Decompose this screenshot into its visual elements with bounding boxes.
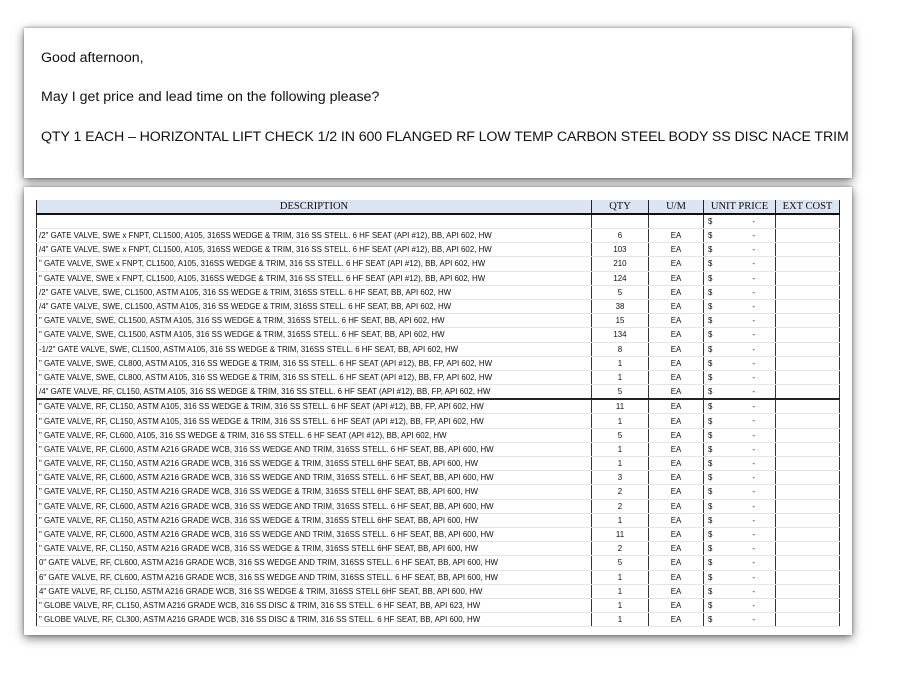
currency-symbol: $ xyxy=(708,316,713,326)
quote-spreadsheet xyxy=(24,187,852,635)
um-cell[interactable]: EA xyxy=(649,257,704,271)
price-dash: - xyxy=(752,558,755,568)
um-cell[interactable]: EA xyxy=(649,385,704,400)
unit-price-cell[interactable] xyxy=(704,271,776,285)
ext-cost-cell[interactable] xyxy=(776,584,840,598)
qty-cell[interactable]: 5 xyxy=(592,285,649,299)
price-dash: - xyxy=(752,273,755,283)
qty-cell[interactable]: 1 xyxy=(592,356,649,370)
price-dash: - xyxy=(752,572,755,582)
ext-cost-cell[interactable] xyxy=(776,542,840,556)
ext-cost-cell[interactable] xyxy=(776,613,840,627)
description-cell[interactable]: " GATE VALVE, SWE, CL1500, ASTM A105, 316 SS WEDGE & TRIM, 316SS STELL. 6 HF SEAT, BB, API 602, HW xyxy=(37,328,592,342)
description-cell[interactable]: /4" GATE VALVE, SWE x FNPT, CL1500, A105, 316SS WEDGE & TRIM, 316 SS STELL. 6 HF SEAT (API #12), BB, API 602, HW xyxy=(37,243,592,257)
qty-cell[interactable]: 5 xyxy=(592,385,649,400)
unit-price-cell[interactable] xyxy=(704,556,776,570)
description-cell[interactable]: " GATE VALVE, RF, CL150, ASTM A216 GRADE WCB, 316 SS WEDGE & TRIM, 316SS STELL 6HF SEAT, BB, API 600, HW xyxy=(37,485,592,499)
unit-price-cell[interactable] xyxy=(704,428,776,442)
um-cell[interactable]: EA xyxy=(649,399,704,414)
qty-cell[interactable]: 8 xyxy=(592,342,649,356)
qty-cell[interactable]: 1 xyxy=(592,414,649,428)
um-cell[interactable]: EA xyxy=(649,485,704,499)
ext-cost-cell[interactable] xyxy=(776,328,840,342)
qty-cell[interactable]: 1 xyxy=(592,613,649,627)
price-dash: - xyxy=(752,416,755,426)
um-cell[interactable]: EA xyxy=(649,442,704,456)
unit-price-cell[interactable] xyxy=(704,485,776,499)
unit-price-cell[interactable] xyxy=(704,257,776,271)
ext-cost-cell[interactable] xyxy=(776,399,840,414)
currency-symbol: $ xyxy=(708,515,713,525)
currency-symbol: $ xyxy=(708,330,713,340)
um-cell[interactable]: EA xyxy=(649,598,704,612)
table-row xyxy=(37,457,840,471)
um-cell[interactable]: EA xyxy=(649,457,704,471)
table-row xyxy=(37,229,840,243)
description-cell[interactable]: " GATE VALVE, RF, CL150, ASTM A216 GRADE WCB, 316 SS WEDGE & TRIM, 316SS STELL 6HF SEAT, BB, API 600, HW xyxy=(37,542,592,556)
currency-symbol: $ xyxy=(708,487,713,497)
qty-cell[interactable]: 11 xyxy=(592,527,649,541)
um-cell[interactable]: EA xyxy=(649,471,704,485)
um-cell[interactable]: EA xyxy=(649,414,704,428)
unit-price-cell[interactable] xyxy=(704,342,776,356)
ext-cost-cell[interactable] xyxy=(776,385,840,400)
table-row xyxy=(37,499,840,513)
price-dash: - xyxy=(752,444,755,454)
price-dash: - xyxy=(752,358,755,368)
currency-symbol: $ xyxy=(708,302,713,312)
price-dash: - xyxy=(752,473,755,483)
description-cell[interactable]: " GATE VALVE, SWE x FNPT, CL1500, A105, 316SS WEDGE & TRIM, 316 SS STELL. 6 HF SEAT (API #12), BB, API 602, HW xyxy=(37,271,592,285)
description-cell[interactable]: /2" GATE VALVE, SWE x FNPT, CL1500, A105, 316SS WEDGE & TRIM, 316 SS STELL. 6 HF SEAT (API #12), BB, API 602, HW xyxy=(37,229,592,243)
unit-price-cell[interactable] xyxy=(704,499,776,513)
price-dash: - xyxy=(752,402,755,412)
ext-cost-cell[interactable] xyxy=(776,370,840,384)
ext-cost-cell[interactable] xyxy=(776,299,840,313)
qty-cell[interactable]: 38 xyxy=(592,299,649,313)
table-row xyxy=(37,570,840,584)
table-row xyxy=(37,428,840,442)
qty-cell[interactable]: 1 xyxy=(592,370,649,384)
unit-price-cell[interactable] xyxy=(704,570,776,584)
ext-cost-cell[interactable] xyxy=(776,342,840,356)
price-dash: - xyxy=(752,430,755,440)
price-dash: - xyxy=(752,544,755,554)
price-dash: - xyxy=(752,515,755,525)
um-cell[interactable]: EA xyxy=(649,285,704,299)
ext-cost-cell[interactable] xyxy=(776,499,840,513)
ext-cost-header: EXT COST xyxy=(776,200,840,214)
um-cell[interactable]: EA xyxy=(649,556,704,570)
qty-cell[interactable] xyxy=(592,214,649,229)
qty-cell[interactable]: 103 xyxy=(592,243,649,257)
description-cell[interactable]: /4" GATE VALVE, RF, CL150, ASTM A105, 316 SS WEDGE & TRIM, 316 SS STELL. 6 HF SEAT (API #12), BB, FP, API 602, HW xyxy=(37,385,592,400)
qty-cell[interactable]: 3 xyxy=(592,471,649,485)
table-row xyxy=(37,399,840,414)
table-row xyxy=(37,442,840,456)
ext-cost-cell[interactable] xyxy=(776,556,840,570)
qty-cell[interactable]: 124 xyxy=(592,271,649,285)
qty-cell[interactable]: 6 xyxy=(592,229,649,243)
currency-symbol: $ xyxy=(708,586,713,596)
ext-cost-cell[interactable] xyxy=(776,271,840,285)
currency-symbol: $ xyxy=(708,344,713,354)
description-cell[interactable]: " GLOBE VALVE, RF, CL150, ASTM A216 GRADE WCB, 316 SS DISC & TRIM, 316 SS STELL. 6 HF SEAT, BB, API 623, HW xyxy=(37,598,592,612)
price-dash: - xyxy=(752,245,755,255)
description-cell[interactable]: " GATE VALVE, RF, CL600, ASTM A216 GRADE WCB, 316 SS WEDGE AND TRIM, 316SS STELL. 6 HF SEAT, BB, API 600, HW xyxy=(37,527,592,541)
description-cell[interactable]: " GLOBE VALVE, RF, CL300, ASTM A216 GRADE WCB, 316 SS DISC & TRIM, 316 SS STELL. 6 HF SEAT, BB, API 600, HW xyxy=(37,613,592,627)
um-cell[interactable]: EA xyxy=(649,342,704,356)
table-header-row xyxy=(37,200,840,214)
price-dash: - xyxy=(752,301,755,311)
quote-table xyxy=(36,200,840,627)
table-row xyxy=(37,328,840,342)
currency-symbol: $ xyxy=(708,615,713,625)
price-dash: - xyxy=(752,459,755,468)
unit-price-header: UNIT PRICE xyxy=(704,200,776,214)
currency-symbol: $ xyxy=(708,501,713,511)
qty-cell[interactable]: 5 xyxy=(592,556,649,570)
email-item-request: QTY 1 EACH – HORIZONTAL LIFT CHECK 1/2 IN 600 FLANGED RF LOW TEMP CARBON STEEL BODY SS DISC NACE TRIM xyxy=(41,129,849,145)
table-row xyxy=(37,485,840,499)
um-cell[interactable]: EA xyxy=(649,570,704,584)
currency-symbol: $ xyxy=(708,273,713,283)
unit-price-cell[interactable] xyxy=(704,214,776,229)
unit-price-cell[interactable] xyxy=(704,471,776,485)
table-row xyxy=(37,414,840,428)
description-cell[interactable]: " GATE VALVE, SWE x FNPT, CL1500, A105, 316SS WEDGE & TRIM, 316 SS STELL. 6 HF SEAT (API #12), BB, API 602, HW xyxy=(37,257,592,271)
um-cell[interactable]: EA xyxy=(649,328,704,342)
description-cell[interactable] xyxy=(37,214,592,229)
um-cell[interactable]: EA xyxy=(649,356,704,370)
unit-price-cell[interactable] xyxy=(704,527,776,541)
table-row xyxy=(37,527,840,541)
unit-price-cell[interactable] xyxy=(704,399,776,414)
description-header: DESCRIPTION xyxy=(37,200,592,214)
price-dash: - xyxy=(752,615,755,625)
currency-symbol: $ xyxy=(708,372,713,382)
ext-cost-cell[interactable] xyxy=(776,457,840,471)
price-dash: - xyxy=(752,529,755,539)
table-row xyxy=(37,598,840,612)
currency-symbol: $ xyxy=(708,459,713,469)
email-request-line: May I get price and lead time on the following please? xyxy=(41,89,380,105)
ext-cost-cell[interactable] xyxy=(776,428,840,442)
qty-cell[interactable]: 134 xyxy=(592,328,649,342)
table-row xyxy=(37,370,840,384)
currency-symbol: $ xyxy=(708,358,713,368)
table-row xyxy=(37,314,840,328)
price-dash: - xyxy=(752,316,755,326)
price-dash: - xyxy=(752,586,755,596)
ext-cost-cell[interactable] xyxy=(776,570,840,584)
table-row xyxy=(37,471,840,485)
price-dash: - xyxy=(752,600,755,610)
unit-price-cell[interactable] xyxy=(704,457,776,471)
currency-symbol: $ xyxy=(708,444,713,454)
price-dash: - xyxy=(752,487,755,497)
currency-symbol: $ xyxy=(708,544,713,554)
um-cell[interactable]: EA xyxy=(649,299,704,313)
qty-header: QTY xyxy=(592,200,649,214)
ext-cost-cell[interactable] xyxy=(776,414,840,428)
ext-cost-cell[interactable] xyxy=(776,314,840,328)
table-row xyxy=(37,613,840,627)
price-dash: - xyxy=(752,501,755,511)
um-cell[interactable]: EA xyxy=(649,229,704,243)
price-dash: - xyxy=(752,372,755,382)
price-dash: - xyxy=(752,387,755,397)
currency-symbol: $ xyxy=(708,402,713,412)
table-row xyxy=(37,257,840,271)
currency-symbol: $ xyxy=(708,600,713,610)
table-row xyxy=(37,243,840,257)
table-row xyxy=(37,584,840,598)
qty-cell[interactable]: 2 xyxy=(592,542,649,556)
description-cell[interactable]: " GATE VALVE, RF, CL600, A105, 316 SS WEDGE & TRIM, 316 SS STELL. 6 HF SEAT (API #12), BB, API 602, HW xyxy=(37,428,592,442)
ext-cost-cell[interactable] xyxy=(776,243,840,257)
table-row xyxy=(37,271,840,285)
description-cell[interactable]: " GATE VALVE, RF, CL150, ASTM A105, 316 SS WEDGE & TRIM, 316 SS STELL. 6 HF SEAT (API #12), BB, FP, API 602, HW xyxy=(37,399,592,414)
table-row xyxy=(37,299,840,313)
table-row xyxy=(37,556,840,570)
table-row xyxy=(37,356,840,370)
description-cell[interactable]: " GATE VALVE, SWE, CL800, ASTM A105, 316 SS WEDGE & TRIM, 316 SS STELL. 6 HF SEAT (API #12), BB, FP, API 602, HW xyxy=(37,370,592,384)
ext-cost-cell[interactable] xyxy=(776,471,840,485)
unit-price-cell[interactable] xyxy=(704,356,776,370)
qty-cell[interactable]: 210 xyxy=(592,257,649,271)
currency-symbol: $ xyxy=(708,416,713,426)
currency-symbol: $ xyxy=(708,530,713,540)
currency-symbol: $ xyxy=(708,259,713,269)
um-cell[interactable]: EA xyxy=(649,499,704,513)
unit-price-cell[interactable] xyxy=(704,613,776,627)
ext-cost-cell[interactable] xyxy=(776,442,840,456)
table-row xyxy=(37,285,840,299)
unit-price-cell[interactable] xyxy=(704,598,776,612)
unit-price-cell[interactable] xyxy=(704,243,776,257)
unit-price-cell[interactable] xyxy=(704,385,776,400)
qty-cell[interactable]: 1 xyxy=(592,513,649,527)
currency-symbol: $ xyxy=(708,430,713,440)
currency-symbol: $ xyxy=(708,231,713,241)
unit-price-cell[interactable] xyxy=(704,584,776,598)
description-cell[interactable]: " GATE VALVE, SWE, CL800, ASTM A105, 316 SS WEDGE & TRIM, 316 SS STELL. 6 HF SEAT (API #12), BB, FP, API 602, HW xyxy=(37,356,592,370)
um-cell[interactable]: EA xyxy=(649,271,704,285)
unit-price-cell[interactable] xyxy=(704,328,776,342)
um-cell[interactable]: EA xyxy=(649,527,704,541)
currency-symbol: $ xyxy=(708,473,713,483)
qty-cell[interactable]: 1 xyxy=(592,584,649,598)
qty-cell[interactable]: 1 xyxy=(592,457,649,471)
unit-price-cell[interactable] xyxy=(704,299,776,313)
qty-cell[interactable]: 1 xyxy=(592,570,649,584)
price-dash: - xyxy=(752,330,755,340)
qty-cell[interactable]: 1 xyxy=(592,442,649,456)
description-cell[interactable]: " GATE VALVE, RF, CL600, ASTM A216 GRADE WCB, 316 SS WEDGE AND TRIM, 316SS STELL. 6 HF SEAT, BB, API 600, HW xyxy=(37,499,592,513)
description-cell[interactable]: 4" GATE VALVE, RF, CL150, ASTM A216 GRADE WCB, 316 SS WEDGE & TRIM, 316SS STELL 6HF SEAT, BB, API 600, HW xyxy=(37,584,592,598)
price-dash: - xyxy=(752,217,755,226)
currency-symbol: $ xyxy=(708,572,713,582)
ext-cost-cell[interactable] xyxy=(776,257,840,271)
ext-cost-cell[interactable] xyxy=(776,285,840,299)
table-row xyxy=(37,542,840,556)
currency-symbol: $ xyxy=(708,558,713,568)
table-row xyxy=(37,385,840,400)
unit-price-cell[interactable] xyxy=(704,229,776,243)
currency-symbol: $ xyxy=(708,217,713,226)
qty-cell[interactable]: 1 xyxy=(592,598,649,612)
um-cell[interactable]: EA xyxy=(649,428,704,442)
qty-cell[interactable]: 2 xyxy=(592,485,649,499)
description-cell[interactable]: 0" GATE VALVE, RF, CL600, ASTM A216 GRADE WCB, 316 SS WEDGE AND TRIM, 316SS STELL. 6 HF SEAT, BB, API 600, HW xyxy=(37,556,592,570)
unit-price-cell[interactable] xyxy=(704,542,776,556)
um-cell[interactable] xyxy=(649,214,704,229)
ext-cost-cell[interactable] xyxy=(776,214,840,229)
um-header: U/M xyxy=(649,200,704,214)
ext-cost-cell[interactable] xyxy=(776,513,840,527)
table-row xyxy=(37,214,840,229)
unit-price-cell[interactable] xyxy=(704,442,776,456)
description-cell[interactable]: 6" GATE VALVE, RF, CL600, ASTM A216 GRADE WCB, 316 SS WEDGE AND TRIM, 316SS STELL. 6 HF SEAT, BB, API 600, HW xyxy=(37,570,592,584)
qty-cell[interactable]: 2 xyxy=(592,499,649,513)
price-dash: - xyxy=(752,231,755,240)
email-body xyxy=(24,28,852,178)
unit-price-cell[interactable] xyxy=(704,314,776,328)
ext-cost-cell[interactable] xyxy=(776,229,840,243)
table-row xyxy=(37,513,840,527)
description-cell[interactable]: /4" GATE VALVE, SWE, CL1500, ASTM A105, 316 SS WEDGE & TRIM, 316SS STELL. 6 HF SEAT, BB, API 602, HW xyxy=(37,299,592,313)
description-cell[interactable]: /2" GATE VALVE, SWE, CL1500, ASTM A105, 316 SS WEDGE & TRIM, 316SS STELL. 6 HF SEAT, BB, API 602, HW xyxy=(37,285,592,299)
unit-price-cell[interactable] xyxy=(704,285,776,299)
qty-cell[interactable]: 11 xyxy=(592,399,649,414)
description-cell[interactable]: " GATE VALVE, RF, CL600, ASTM A216 GRADE WCB, 316 SS WEDGE AND TRIM, 316SS STELL. 6 HF SEAT, BB, API 600, HW xyxy=(37,442,592,456)
unit-price-cell[interactable] xyxy=(704,414,776,428)
currency-symbol: $ xyxy=(708,245,713,255)
description-cell[interactable]: " GATE VALVE, RF, CL150, ASTM A216 GRADE WCB, 316 SS WEDGE & TRIM, 316SS STELL 6HF SEAT, BB, API 600, HW xyxy=(37,513,592,527)
um-cell[interactable]: EA xyxy=(649,613,704,627)
currency-symbol: $ xyxy=(708,287,713,297)
description-cell[interactable]: " GATE VALVE, RF, CL150, ASTM A216 GRADE WCB, 316 SS WEDGE & TRIM, 316SS STELL 6HF SEAT, BB, API 600, HW xyxy=(37,457,592,471)
um-cell[interactable]: EA xyxy=(649,584,704,598)
description-cell[interactable]: " GATE VALVE, RF, CL600, ASTM A216 GRADE WCB, 316 SS WEDGE AND TRIM, 316SS STELL. 6 HF SEAT, BB, API 600, HW xyxy=(37,471,592,485)
um-cell[interactable]: EA xyxy=(649,513,704,527)
ext-cost-cell[interactable] xyxy=(776,598,840,612)
qty-cell[interactable]: 15 xyxy=(592,314,649,328)
unit-price-cell[interactable] xyxy=(704,513,776,527)
um-cell[interactable]: EA xyxy=(649,243,704,257)
ext-cost-cell[interactable] xyxy=(776,356,840,370)
price-dash: - xyxy=(752,259,755,269)
um-cell[interactable]: EA xyxy=(649,542,704,556)
table-row xyxy=(37,342,840,356)
description-cell[interactable]: " GATE VALVE, SWE, CL1500, ASTM A105, 316 SS WEDGE & TRIM, 316SS STELL. 6 HF SEAT, BB, API 602, HW xyxy=(37,314,592,328)
price-dash: - xyxy=(752,287,755,297)
description-cell[interactable]: -1/2" GATE VALVE, SWE, CL1500, ASTM A105, 316 SS WEDGE & TRIM, 316SS STELL. 6 HF SEAT, BB, API 602, HW xyxy=(37,342,592,356)
description-cell[interactable]: " GATE VALVE, RF, CL150, ASTM A105, 316 SS WEDGE & TRIM, 316 SS STELL. 6 HF SEAT (API #12), BB, FP, API 602, HW xyxy=(37,414,592,428)
price-dash: - xyxy=(752,344,755,354)
ext-cost-cell[interactable] xyxy=(776,527,840,541)
unit-price-cell[interactable] xyxy=(704,370,776,384)
currency-symbol: $ xyxy=(708,387,713,397)
um-cell[interactable]: EA xyxy=(649,370,704,384)
email-greeting: Good afternoon, xyxy=(41,50,144,66)
um-cell[interactable]: EA xyxy=(649,314,704,328)
ext-cost-cell[interactable] xyxy=(776,485,840,499)
qty-cell[interactable]: 5 xyxy=(592,428,649,442)
